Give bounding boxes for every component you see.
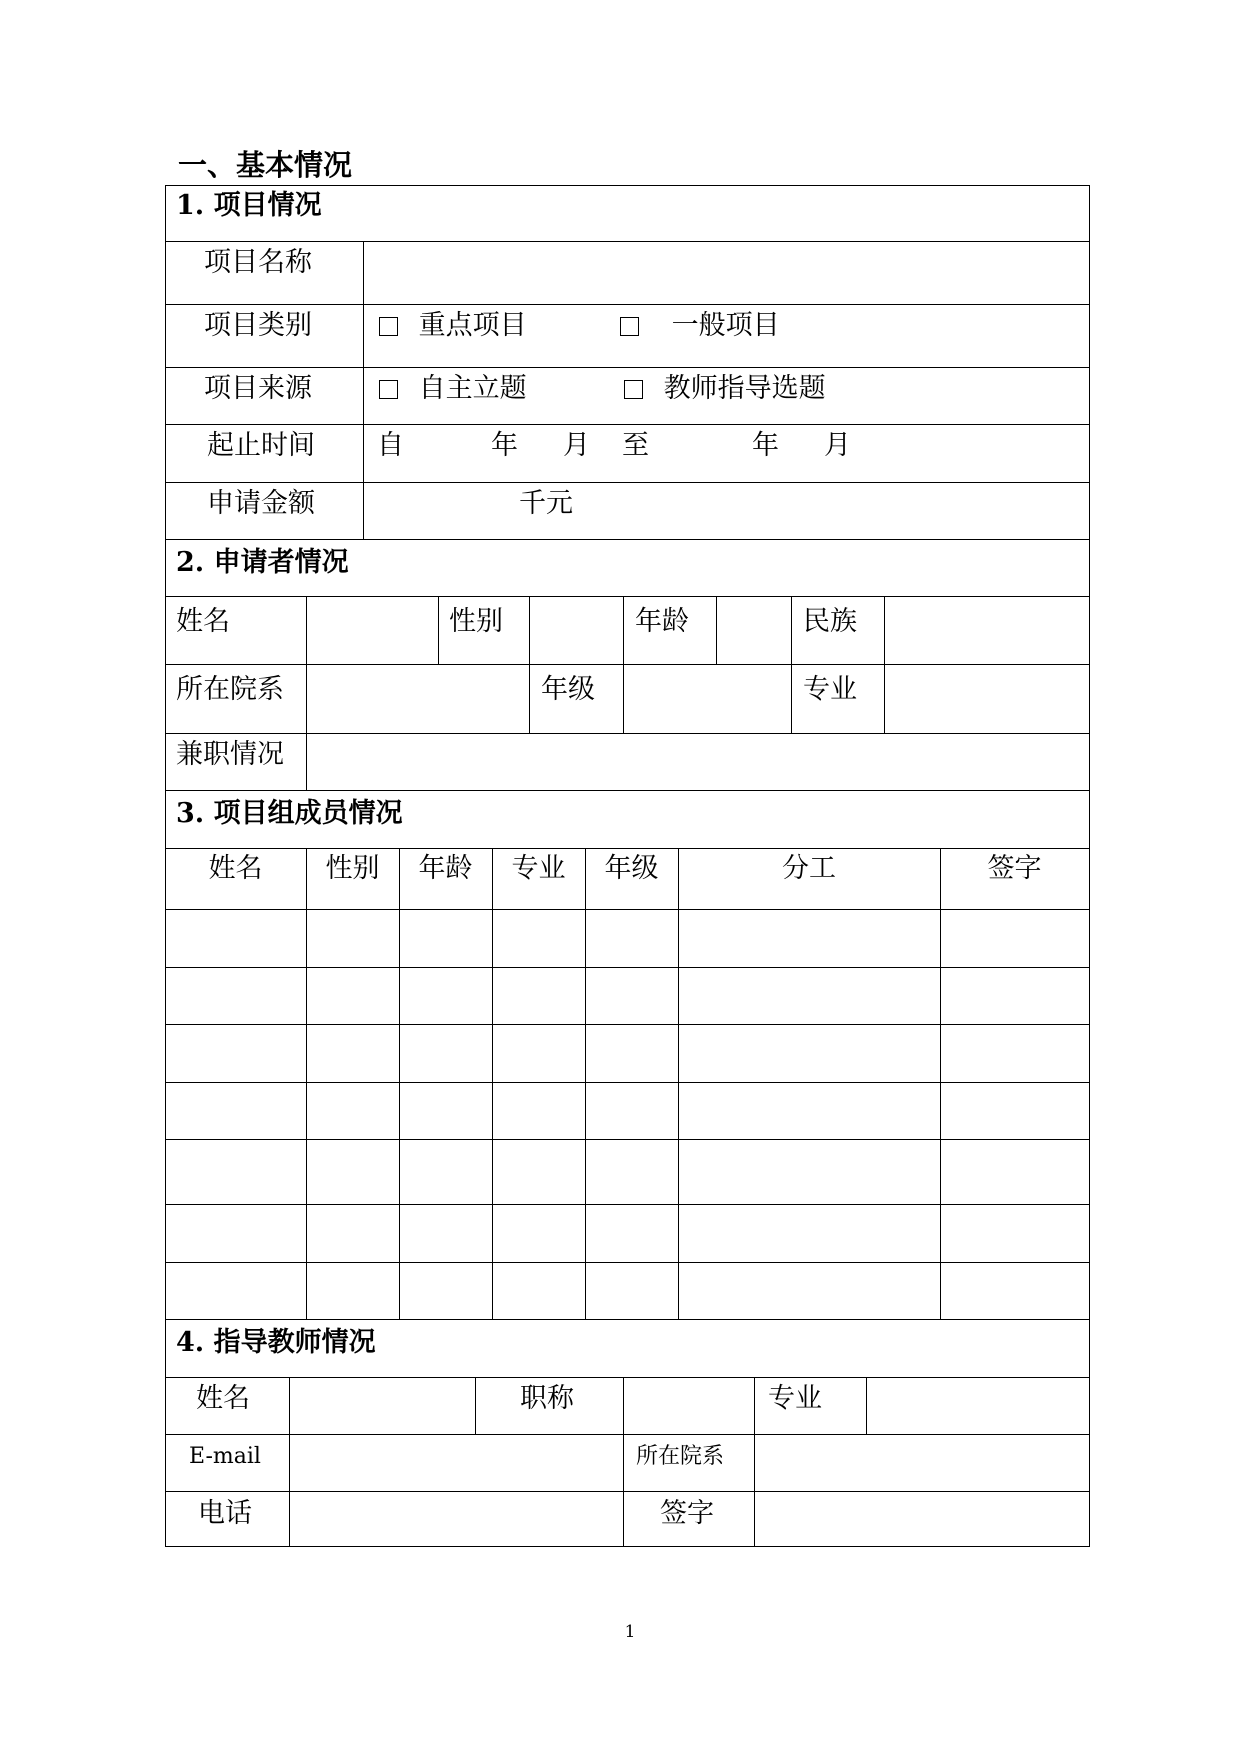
table-row[interactable] [167, 1264, 1087, 1317]
applicant-department-label: 所在院系 [176, 674, 284, 705]
period-end-year-word: 年 [752, 430, 779, 461]
advisor-name-label: 姓名 [196, 1383, 250, 1414]
advisor-name-field[interactable] [291, 1379, 473, 1432]
project-category-label: 项目类别 [204, 310, 312, 341]
period-start-year-word: 年 [491, 430, 518, 461]
checkbox-icon[interactable] [620, 317, 639, 336]
period-label: 起止时间 [207, 430, 315, 461]
category-option-general[interactable] [620, 312, 780, 339]
advisor-signature-field[interactable] [756, 1493, 1087, 1544]
applicant-part-time-label: 兼职情况 [176, 739, 284, 770]
project-name-label: 项目名称 [204, 247, 312, 278]
applicant-part-time-field[interactable] [308, 735, 1087, 788]
source-option-self[interactable] [379, 375, 527, 402]
advisor-email-field[interactable] [291, 1436, 621, 1489]
section-title-project: 1. 项目情况 [176, 190, 322, 221]
section-title-members: 3. 项目组成员情况 [176, 798, 403, 829]
checkbox-icon[interactable] [379, 317, 398, 336]
source-option-teacher-label: 教师指导选题 [663, 373, 826, 404]
category-option-general-label: 一般项目 [671, 310, 780, 341]
advisor-phone-label: 电话 [198, 1498, 252, 1529]
project-source-label: 项目来源 [204, 373, 312, 404]
advisor-email-label: E-mail [189, 1444, 261, 1469]
applicant-ethnicity-field[interactable] [886, 598, 1087, 662]
table-row[interactable] [167, 1084, 1087, 1137]
applicant-department-field[interactable] [308, 666, 527, 731]
applicant-name-label: 姓名 [176, 606, 230, 637]
source-option-self-label: 自主立题 [418, 373, 527, 404]
table-row[interactable] [167, 911, 1087, 965]
amount-label: 申请金额 [207, 488, 315, 519]
applicant-grade-field[interactable] [625, 666, 789, 731]
members-col-role: 分工 [782, 853, 836, 884]
checkbox-icon[interactable] [379, 380, 398, 399]
source-option-teacher[interactable] [624, 375, 826, 402]
page-heading: 一、基本情况 [178, 148, 353, 182]
table-row[interactable] [167, 1141, 1087, 1202]
table-row[interactable] [167, 1206, 1087, 1260]
applicant-age-label: 年龄 [635, 606, 689, 637]
applicant-gender-field[interactable] [531, 598, 621, 662]
period-to-word: 至 [622, 430, 649, 461]
advisor-title-field[interactable] [625, 1379, 752, 1432]
category-option-key[interactable] [379, 312, 527, 339]
advisor-title-label: 职称 [520, 1383, 574, 1414]
advisor-signature-label: 签字 [660, 1498, 714, 1529]
advisor-major-label: 专业 [768, 1383, 822, 1414]
members-col-signature: 签字 [987, 853, 1042, 884]
amount-field[interactable] [365, 484, 515, 537]
members-col-gender: 性别 [325, 853, 380, 884]
members-col-grade: 年级 [604, 853, 659, 884]
applicant-grade-label: 年级 [541, 674, 595, 705]
page-number: 1 [624, 1622, 636, 1642]
advisor-phone-field[interactable] [291, 1493, 621, 1544]
period-start-month-word: 月 [563, 430, 590, 461]
checkbox-icon[interactable] [624, 380, 643, 399]
applicant-age-field[interactable] [718, 598, 789, 662]
advisor-department-label: 所在院系 [636, 1444, 725, 1469]
project-name-field[interactable] [365, 243, 1087, 302]
section-title-advisor: 4. 指导教师情况 [176, 1327, 376, 1358]
table-row[interactable] [167, 969, 1087, 1022]
members-col-age: 年龄 [418, 853, 473, 884]
period-from-word: 自 [377, 430, 404, 461]
advisor-department-field[interactable] [756, 1436, 1087, 1489]
applicant-ethnicity-label: 民族 [803, 606, 857, 637]
applicant-name-field[interactable] [308, 598, 436, 662]
table-row[interactable] [167, 1026, 1087, 1080]
advisor-major-field[interactable] [868, 1379, 1087, 1432]
amount-unit: 千元 [519, 488, 573, 519]
applicant-major-label: 专业 [803, 674, 857, 705]
period-end-month-word: 月 [824, 430, 851, 461]
members-col-name: 姓名 [208, 853, 263, 884]
members-col-major: 专业 [511, 853, 566, 884]
section-title-applicant: 2. 申请者情况 [176, 547, 349, 578]
applicant-major-field[interactable] [886, 666, 1087, 731]
applicant-gender-label: 性别 [449, 606, 503, 637]
category-option-key-label: 重点项目 [418, 310, 527, 341]
